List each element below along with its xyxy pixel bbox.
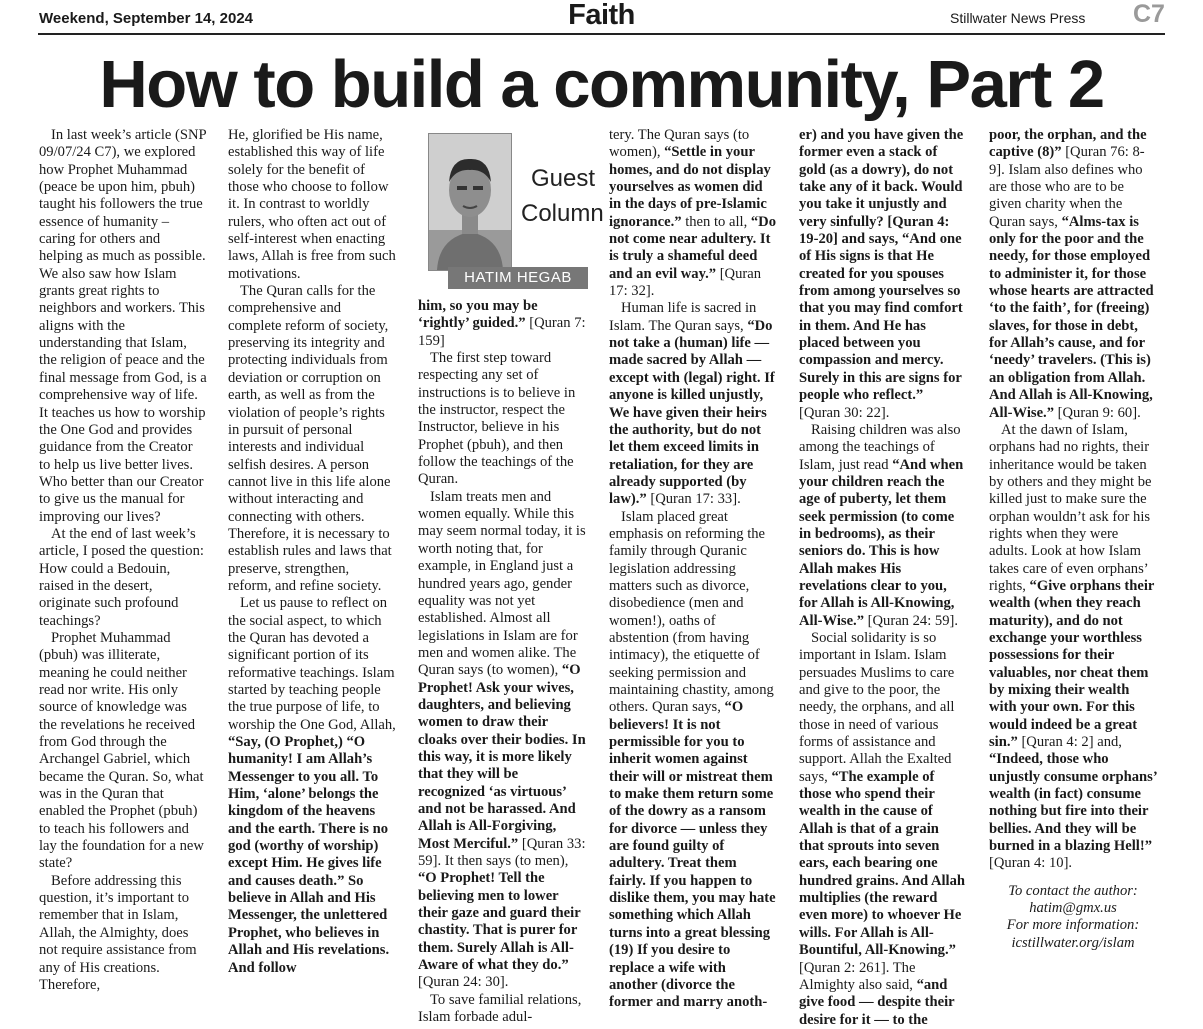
guest-column-box xyxy=(418,129,604,291)
page-number: C7 xyxy=(1133,0,1165,28)
article-column-3: him, so you may be ‘rightly’ guided.” [Quran 7: 159] The first step toward respecting any set of instructions is to believe in the instructor, respect the Instructor, believe in his Prophet (pbuh), and then follow the teachings of the Quran. Islam treats men and women equally. While this may seem normal today, it is worth noting that, for example, in England just a hundred years ago, gender equality was not yet established. Almost all legislations in Islam are for men and women alike. The Quran says (to women), “O Prophet! Ask your wives, daughters, and believing women to draw their cloaks over their bodies. In this way, it is more likely that they will be recognized ‘as virtuous’ and not be harassed. And Allah is All-Forgiving, Most Merciful.” [Quran 33: 59]. It then says (to men), “O Prophet! Tell the believing men to lower their gaze and guard their chastity. That is purer for them. Surely Allah is All-Aware of what they do.” [Quran 24: 30]. To save familial relations, Islam forbade adul- xyxy=(418,298,586,1026)
article-column-5: er) and you have given the former even a stack of gold (as a dowry), do not take any of it back. Would you take it unjustly and very sinfully? [Quran 4: 19-20] and says, “And one of His signs is that He created for you spouses from among yourselves so that you may find comfort in them. And He has placed between you compassion and mercy. Surely in this are signs for people who reflect.” [Quran 30: 22]. Raising children was also among the teachings of Islam, just read “And when your children reach the age of puberty, let them seek permission (to come in bedrooms), as their seniors do. This is how Allah makes His revelations clear to you, for Allah is All-Knowing, All-Wise.” [Quran 24: 59]. Social solidarity is so important in Islam. Islam persuades Muslims to care and give to the poor, the needy, the orphans, and all those in need of various forms of assistance and support. Allah the Exalted says, “The example of those who spend their wealth in the cause of Allah is that of a grain that sprouts into seven ears, each bearing one hundred grains. And Allah multiplies (the reward even more) to whoever He wills. For Allah is All-Bountiful, All-Knowing.” [Quran 2: 261]. The Almighty also said, “and give food — despite their desire for it — to the xyxy=(799,127,966,1028)
section-title: Faith xyxy=(568,0,635,31)
author-name: HATIM HEGAB xyxy=(448,267,588,289)
column-label: Column xyxy=(521,200,604,227)
article-column-2: He, glorified be His name, established this way of life solely for the benefit of those who choose to follow it. In contrast to worldly rulers, who often act out of self-interest when enacting laws, Allah is free from such motivations. The Quran calls for the comprehensive and complete reform of society, preserving its integrity and protecting individuals from deviation or corruption on earth, as well as from the violation of people’s rights in pursuit of personal interests and individual selfish desires. A person cannot live in this life alone without interacting and connecting with others. Therefore, it is necessary to establish rules and laws that preserve, strengthen, reform, and refine society. Let us pause to reflect on the social aspect, to which the Quran has devoted a significant portion of its reformative teachings. Islam started by teaching people the true purpose of life, to worship the One God, Allah, “Say, (O Prophet,) “O humanity! I am Allah’s Messenger to you all. To Him, ‘alone’ belongs the kingdom of the heavens and the earth. There is no god (worthy of worship) except Him. He gives life and causes death.” So believe in Allah and His Messenger, the unlettered Prophet, who believes in Allah and His revelations. And follow xyxy=(228,127,396,976)
info-line: For more information: xyxy=(1006,917,1140,934)
publication-name: Stillwater News Press xyxy=(950,10,1086,26)
header-date: Weekend, September 14, 2024 xyxy=(39,10,253,27)
article-column-1: In last week’s article (SNP 09/07/24 C7), we explored how Prophet Muhammad (peace be upon him, pbuh) taught his followers the true essence of humanity – caring for others and helping as much as possible. We also saw how Islam grants great rights to neighbors and workers. This aligns with the understanding that Islam, the religion of peace and the final message from God, is a comprehensive way of life. It teaches us how to worship the One God and provides guidance from the Creator to help us live better lives. Who better than our Creator to give us the manual for improving our lives? At the end of last week’s article, I posed the question: How could a Bedouin, raised in the desert, originate such profound teachings? Prophet Muhammad (pbuh) was illiterate, meaning he could neither read nor write. His only source of knowledge was the revelations he received from God through the Archangel Gabriel, which became the Quran. So, what was in the Quran that enabled the Prophet (pbuh) to teach his followers and lay the foundation for a new state? Before addressing this question, it’s important to remember that in Islam, Allah, the Almighty, does not require assistance from any of His creations. Therefore, xyxy=(39,127,207,993)
info-url[interactable]: icstillwater.org/islam xyxy=(1011,934,1135,951)
contact-line-1: To contact the author: xyxy=(1008,882,1138,899)
header-rule xyxy=(38,33,1165,35)
guest-label: Guest xyxy=(531,165,596,192)
author-photo xyxy=(428,133,512,271)
article-column-4: tery. The Quran says (to women), “Settle in your homes, and do not display yourselves as women did in the days of pre-Islamic ignorance.” then to all, “Do not come near adultery. It is truly a shameful deed and an evil way.” [Quran 17: 32]. Human life is sacred in Islam. The Quran says, “Do not take a (human) life —made sacred by Allah — except with (legal) right. If anyone is killed unjustly, We have given their heirs the authority, but do not let them exceed limits in retaliation, for they are already supported (by law).” [Quran 17: 33]. Islam placed great emphasis on reforming the family through Quranic legislation addressing matters such as divorce, disobedience (men and women!), oaths of abstention (from having intimacy), the etiquette of seeking permission and maintaining chastity, among others. Quran says, “O believers! It is not permissible for you to inherit women against their will or mistreat them to make them return some of the dowry as a ransom for divorce — unless they are found guilty of adultery. Treat them fairly. If you happen to dislike them, you may hate something which Allah turns into a great blessing (19) If you desire to replace a wife with another (divorce the former and marry anoth- xyxy=(609,127,777,1011)
article-column-6: poor, the orphan, and the captive (8)” [Quran 76: 8-9]. Islam also defines who are those who are to be given charity when the Quran says, “Alms-tax is only for the poor and the needy, for those employed to administer it, for those whose hearts are attracted ‘to the faith’, for (freeing) slaves, for those in debt, for Allah’s cause, and for ‘needy’ travelers. (This is) an obligation from Allah. And Allah is All-Knowing, All-Wise.” [Quran 9: 60]. At the dawn of Islam, orphans had no rights, their inheritance would be taken by others and they might be killed just to make sure the orphan wouldn’t ask for his rights when they were adults. Look at how Islam takes care of even orphans’ rights, “Give orphans their wealth (when they reach maturity), and do not exchange your worthless possessions for their valuables, nor cheat them by mixing their wealth with your own. For this would indeed be a great sin.” [Quran 4: 2] and, “Indeed, those who unjustly consume orphans’ wealth (in fact) consume nothing but fire into their bellies. And they will be burned in a blazing Hell!” [Quran 4: 10]. To contact the author: hatim@gmx.us For more information: icstillwater.org/islam xyxy=(989,127,1157,951)
headline: How to build a community, Part 2 xyxy=(99,47,1104,122)
page-header xyxy=(0,0,1203,34)
author-email[interactable]: hatim@gmx.us xyxy=(1029,900,1117,917)
